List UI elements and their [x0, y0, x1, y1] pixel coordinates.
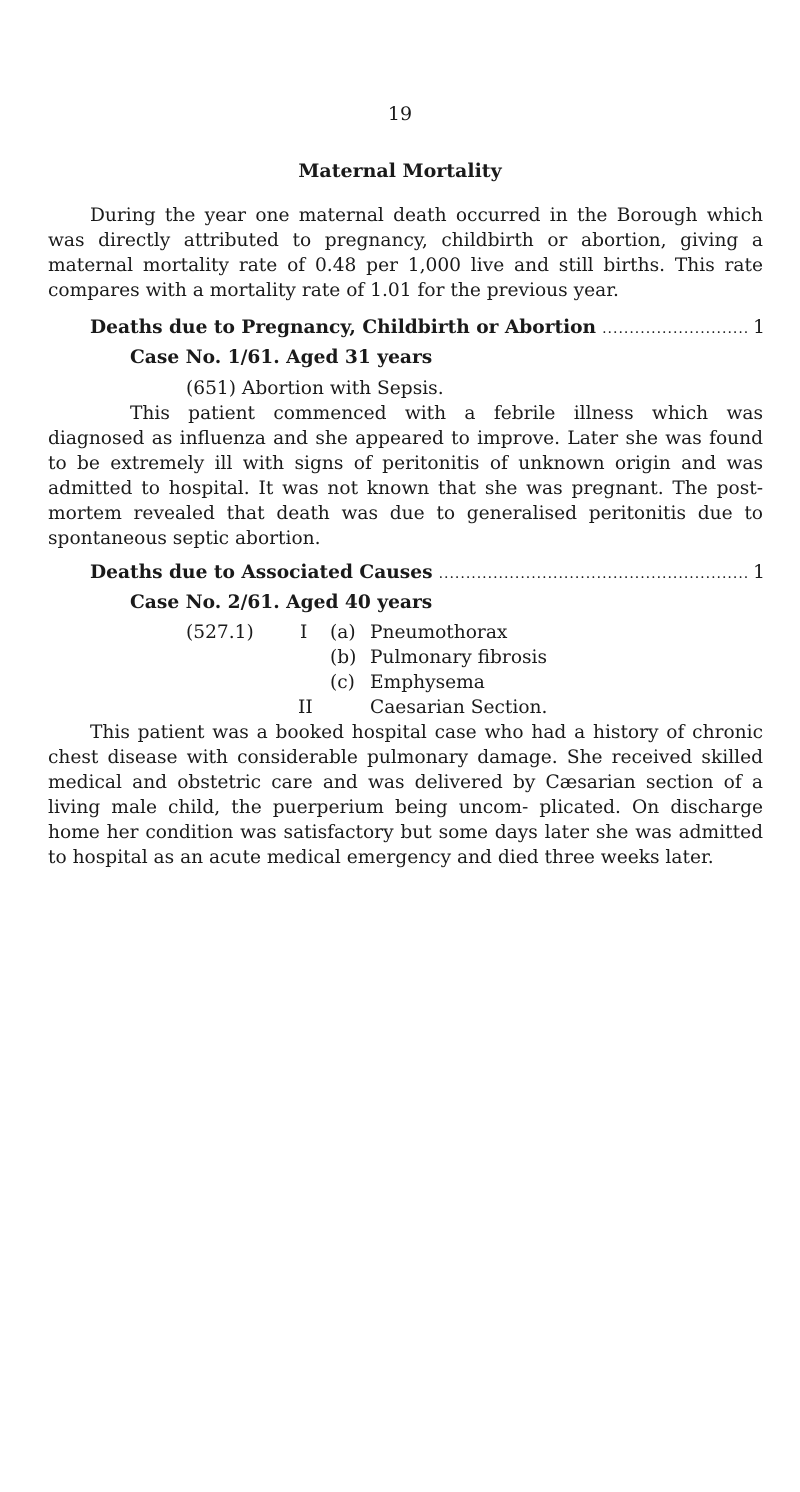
case-1-line: Case No. 1/61. Aged 31 years — [130, 347, 433, 368]
associated-deaths-label: Deaths due to Associated Causes — [90, 562, 433, 583]
cause-roman: I — [300, 622, 308, 643]
intro-paragraph: During the year one maternal death occurred in the Borough which was directly attributed to pregnancy, childbirth or abortion, giving a maternal mortality rate of 0.48 per 1,000 live and still births. This rate compares with a mortality rate of 1.01 for the previous year. — [48, 205, 763, 301]
cause-text: Pneumothorax — [370, 622, 508, 643]
case-2-line: Case No. 2/61. Aged 40 years — [130, 592, 433, 613]
case-1-cause-text: Abortion with Sepsis. — [241, 378, 444, 399]
case-1-cause-code: (651) — [186, 378, 236, 399]
cause-text: Pulmonary fibrosis — [370, 647, 548, 668]
leader-dots — [439, 562, 748, 587]
cause-text: Emphysema — [370, 672, 485, 693]
case-1-cause — [186, 376, 444, 401]
pregnancy-deaths-label: Deaths due to Pregnancy, Childbirth or Abortion — [90, 317, 597, 338]
case-1-narrative: This patient commenced with a febrile illness which was diagnosed as influenza and she appeared to improve. Later she was found to be extremely ill with signs of peritonitis of unknown origin and was admitted to hospital. It was not known that she was pregnant. The post-mortem revealed that death was due to generalised peritonitis due to spontaneous septic abortion. — [48, 403, 763, 549]
cause-letter: (c) — [330, 672, 355, 693]
cause-letter: (b) — [330, 647, 357, 668]
associated-deaths-heading — [90, 560, 765, 587]
pregnancy-deaths-count: 1 — [753, 317, 765, 338]
case-2-narrative: This patient was a booked hospital case who had a history of chronic chest disease with considerable pulmonary damage. She received skilled medical and obstetric care and was delivered by Cæsarian section of a living male child, the puerperium being uncom- plicated. On discharge home her condition was satisfactory but some days later she was admitted to hospital as an acute medical emergency and died three weeks later. — [48, 722, 763, 868]
cause-letter: (a) — [330, 622, 356, 643]
associated-deaths-count: 1 — [753, 562, 765, 583]
pregnancy-deaths-heading — [90, 315, 765, 342]
cause-ii-roman: II — [298, 697, 313, 718]
page-number: 19 — [387, 103, 413, 125]
case-2-cause-code: (527.1) — [186, 622, 254, 643]
section-title: Maternal Mortality — [298, 160, 502, 182]
cause-ii-text: Caesarian Section. — [370, 697, 548, 718]
leader-dots — [602, 317, 747, 342]
